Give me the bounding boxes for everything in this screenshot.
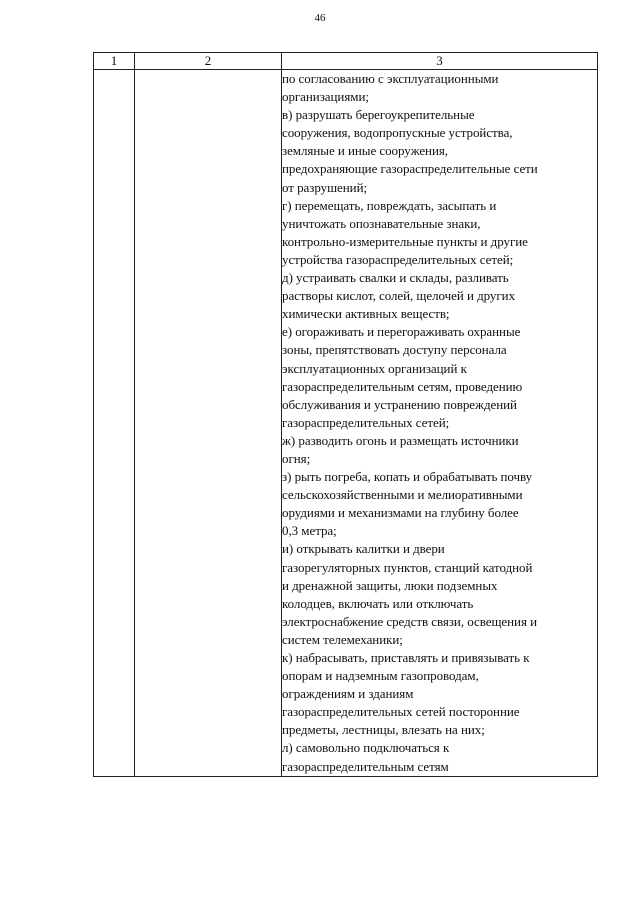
text-line: газораспределительных сетей; (282, 414, 450, 430)
text-line: колодцев, включать или отключать (282, 595, 474, 611)
page-number: 46 (314, 12, 326, 24)
text-line: орудиями и механизмами на глубину более (282, 505, 519, 521)
text-line: устройства газораспределительных сетей; (282, 251, 514, 267)
text-line: газораспределительных сетей посторонние (282, 704, 520, 720)
column-header-3: 3 (282, 53, 598, 70)
text-line: ограждениям и зданиям (282, 686, 414, 702)
table-row (94, 70, 598, 777)
cell-col-2 (135, 70, 282, 777)
text-line: предметы, лестницы, влезать на них; (282, 722, 485, 738)
column-header-2: 2 (135, 53, 282, 70)
header-row (94, 53, 598, 70)
text-line: обслуживания и устранению повреждений (282, 396, 517, 412)
text-line: от разрушений; (282, 179, 368, 195)
text-line: л) самовольно подключаться к (282, 740, 450, 756)
text-line: газораспределительным сетям (282, 758, 449, 774)
cell-col-3 (282, 70, 598, 777)
text-line: сооружения, водопропускные устройства, (282, 125, 513, 141)
text-line: эксплуатационных организаций к (282, 360, 467, 376)
text-line: систем телемеханики; (282, 631, 403, 647)
text-line: сельскохозяйственными и мелиоративными (282, 487, 523, 503)
column-header-1: 1 (94, 53, 135, 70)
text-line: организациями; (282, 89, 369, 105)
text-line: е) огораживать и перегораживать охранные (282, 324, 521, 340)
text-line: ж) разводить огонь и размещать источники (282, 432, 519, 448)
text-line: предохраняющие газораспределительные сети (282, 161, 538, 177)
text-line: газорегуляторных пунктов, станций катодной (282, 559, 533, 575)
text-line: к) набрасывать, приставлять и привязывать к (282, 650, 530, 665)
text-line: уничтожать опознавательные знаки, (282, 215, 481, 231)
text-line: зоны, препятствовать доступу персонала (282, 342, 507, 358)
text-line: земляные и иные сооружения, (282, 143, 448, 159)
text-line: огня; (282, 450, 311, 466)
cell-col-1 (94, 70, 135, 777)
text-line: и) открывать калитки и двери (282, 541, 445, 557)
text-line: г) перемещать, повреждать, засыпать и (282, 197, 497, 213)
text-line: электроснабжение средств связи, освещения и (282, 613, 538, 629)
text-line: газораспределительным сетям, проведению (282, 378, 523, 394)
text-line: растворы кислот, солей, щелочей и других (282, 288, 516, 304)
text-line: опорам и надземным газопроводам, (282, 668, 479, 684)
text-line: и дренажной защиты, люки подземных (282, 577, 498, 593)
text-line: з) рыть погреба, копать и обрабатывать почву (282, 469, 533, 485)
text-line: 0,3 метра; (282, 523, 337, 539)
text-line: д) устраивать свалки и склады, разливать (282, 270, 509, 286)
text-line: в) разрушать берегоукрепительные (282, 107, 475, 123)
text-line: химически активных веществ; (282, 306, 450, 322)
text-line: по согласованию с эксплуатационными (282, 71, 499, 86)
text-line: контрольно-измерительные пункты и другие (282, 233, 528, 249)
document-table (93, 52, 598, 777)
